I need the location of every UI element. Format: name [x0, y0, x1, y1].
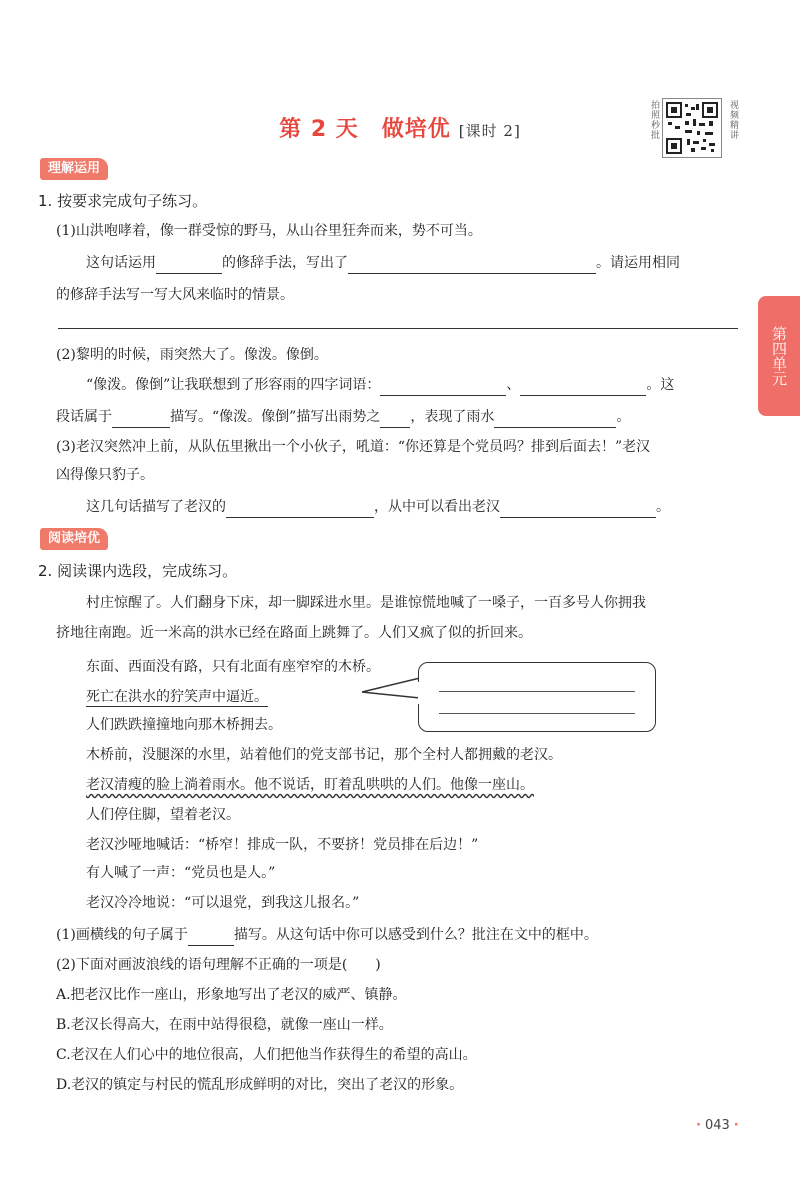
q1-blank-degree[interactable]: [380, 411, 410, 428]
qr-right-label: 视频精讲: [728, 100, 738, 140]
q1-s1: (1)山洪咆哮着，像一群受惊的野马，从山谷里狂奔而来，势不可当。: [56, 223, 482, 239]
q1-s2: (2)黎明的时候，雨突然大了。像泼。像倒。: [56, 347, 328, 363]
q2-p7: 人们停住脚，望着老汉。: [86, 807, 240, 823]
q1-s3-line1: (3)老汉突然冲上前，从队伍里揪出一个小伙子，吼道：“你还算是个党员吗？排到后面去！”老汉: [56, 439, 651, 455]
q2-option-c: C.老汉在人们心中的地位很高，人们把他当作获得生的希望的高山。: [56, 1047, 477, 1063]
q2-p6: [86, 774, 534, 796]
annotation-box[interactable]: [418, 662, 656, 732]
page-subtitle: [课时 2]: [458, 122, 521, 140]
q2-blank-type[interactable]: [188, 929, 234, 946]
q1-blank-rain[interactable]: [494, 411, 616, 428]
section-reading-tag: 阅读培优: [40, 528, 108, 550]
q1-blank-word1[interactable]: [380, 379, 506, 396]
qr-left-label: 拍照秒批: [649, 100, 659, 140]
q2-p1-line1: 村庄惊醒了。人们翻身下床，却一脚踩进水里。是谁惊慌地喊了一嗓子，一百多号人你拥我: [86, 595, 646, 611]
q2-p3: [86, 686, 268, 708]
section-understand-tag: 理解运用: [40, 158, 108, 180]
q1-writing-line[interactable]: [58, 328, 738, 329]
q2-title: 2. 阅读课内选段，完成练习。: [38, 562, 238, 580]
q1-s3-line2: 凶得像只豹子。: [56, 467, 154, 483]
q2-p5: 木桥前，没腿深的水里，站着他们的党支部书记，那个全村人都拥戴的老汉。: [86, 747, 562, 763]
qr-code-icon[interactable]: [662, 98, 722, 158]
q1-s1-answer: 这句话运用 的修辞手法，写出了 。请运用相同: [86, 252, 680, 274]
annotation-line-2[interactable]: [439, 713, 635, 714]
q1-s2-answer-cont: 段话属于 描写。“像泼。像倒”描写出雨势之 ，表现了雨水 。: [56, 406, 630, 428]
q2-option-a: A.把老汉比作一座山，形象地写出了老汉的威严、镇静。: [56, 987, 407, 1003]
q2-sub1: (1)画横线的句子属于 描写。从这句话中你可以感受到什么？批注在文中的框中。: [56, 924, 598, 946]
q2-p2: 东面、西面没有路，只有北面有座窄窄的木桥。: [86, 659, 380, 675]
callout-pointer: [360, 676, 422, 702]
q2-sub2: (2)下面对画波浪线的语句理解不正确的一项是( ): [56, 957, 381, 973]
q2-p4: 人们跌跌撞撞地向那木桥拥去。: [86, 717, 282, 733]
q1-blank-character[interactable]: [500, 501, 656, 518]
q2-p8: 老汉沙哑地喊话：“桥窄！排成一队，不要挤！党员排在后边！”: [86, 837, 479, 853]
wavy-sentence: 老汉清瘦的脸上淌着雨水。他不说话，盯着乱哄哄的人们。他像一座山。: [86, 777, 534, 793]
underlined-sentence: 死亡在洪水的狞笑声中逼近。: [86, 689, 268, 705]
q1-blank-rhetoric[interactable]: [156, 257, 222, 274]
q1-s2-answer: “像泼。像倒”让我联想到了形容雨的四字词语： 、 。这: [86, 374, 674, 396]
q2-option-b: B.老汉长得高大，在雨中站得很稳，就像一座山一样。: [56, 1017, 393, 1033]
q2-option-d: D.老汉的镇定与村民的慌乱形成鲜明的对比，突出了老汉的形象。: [56, 1077, 464, 1093]
page-number: · 043 ·: [696, 1118, 739, 1133]
q1-blank-effect[interactable]: [348, 257, 596, 274]
q2-p1-line2: 挤地往南跑。近一米高的洪水已经在路面上跳舞了。人们又疯了似的折回来。: [56, 625, 532, 641]
q1-s3-answer: 这几句话描写了老汉的 ，从中可以看出老汉 。: [86, 496, 670, 518]
q1-s1-answer-cont: 的修辞手法写一写大风来临时的情景。: [56, 287, 294, 303]
q2-p10: 老汉冷冷地说：“可以退党，到我这儿报名。”: [86, 895, 360, 911]
q1-title: 1. 按要求完成句子练习。: [38, 192, 208, 210]
unit-side-tab: 第四单元: [758, 296, 800, 416]
q1-blank-description[interactable]: [226, 501, 374, 518]
page-title: 第 2 天 做培优: [279, 117, 451, 142]
callout-pointer-mask: [418, 680, 424, 710]
q1-blank-type[interactable]: [112, 411, 170, 428]
q1-blank-word2[interactable]: [520, 379, 646, 396]
q2-p9: 有人喊了一声：“党员也是人。”: [86, 865, 276, 881]
annotation-line-1[interactable]: [439, 691, 635, 692]
